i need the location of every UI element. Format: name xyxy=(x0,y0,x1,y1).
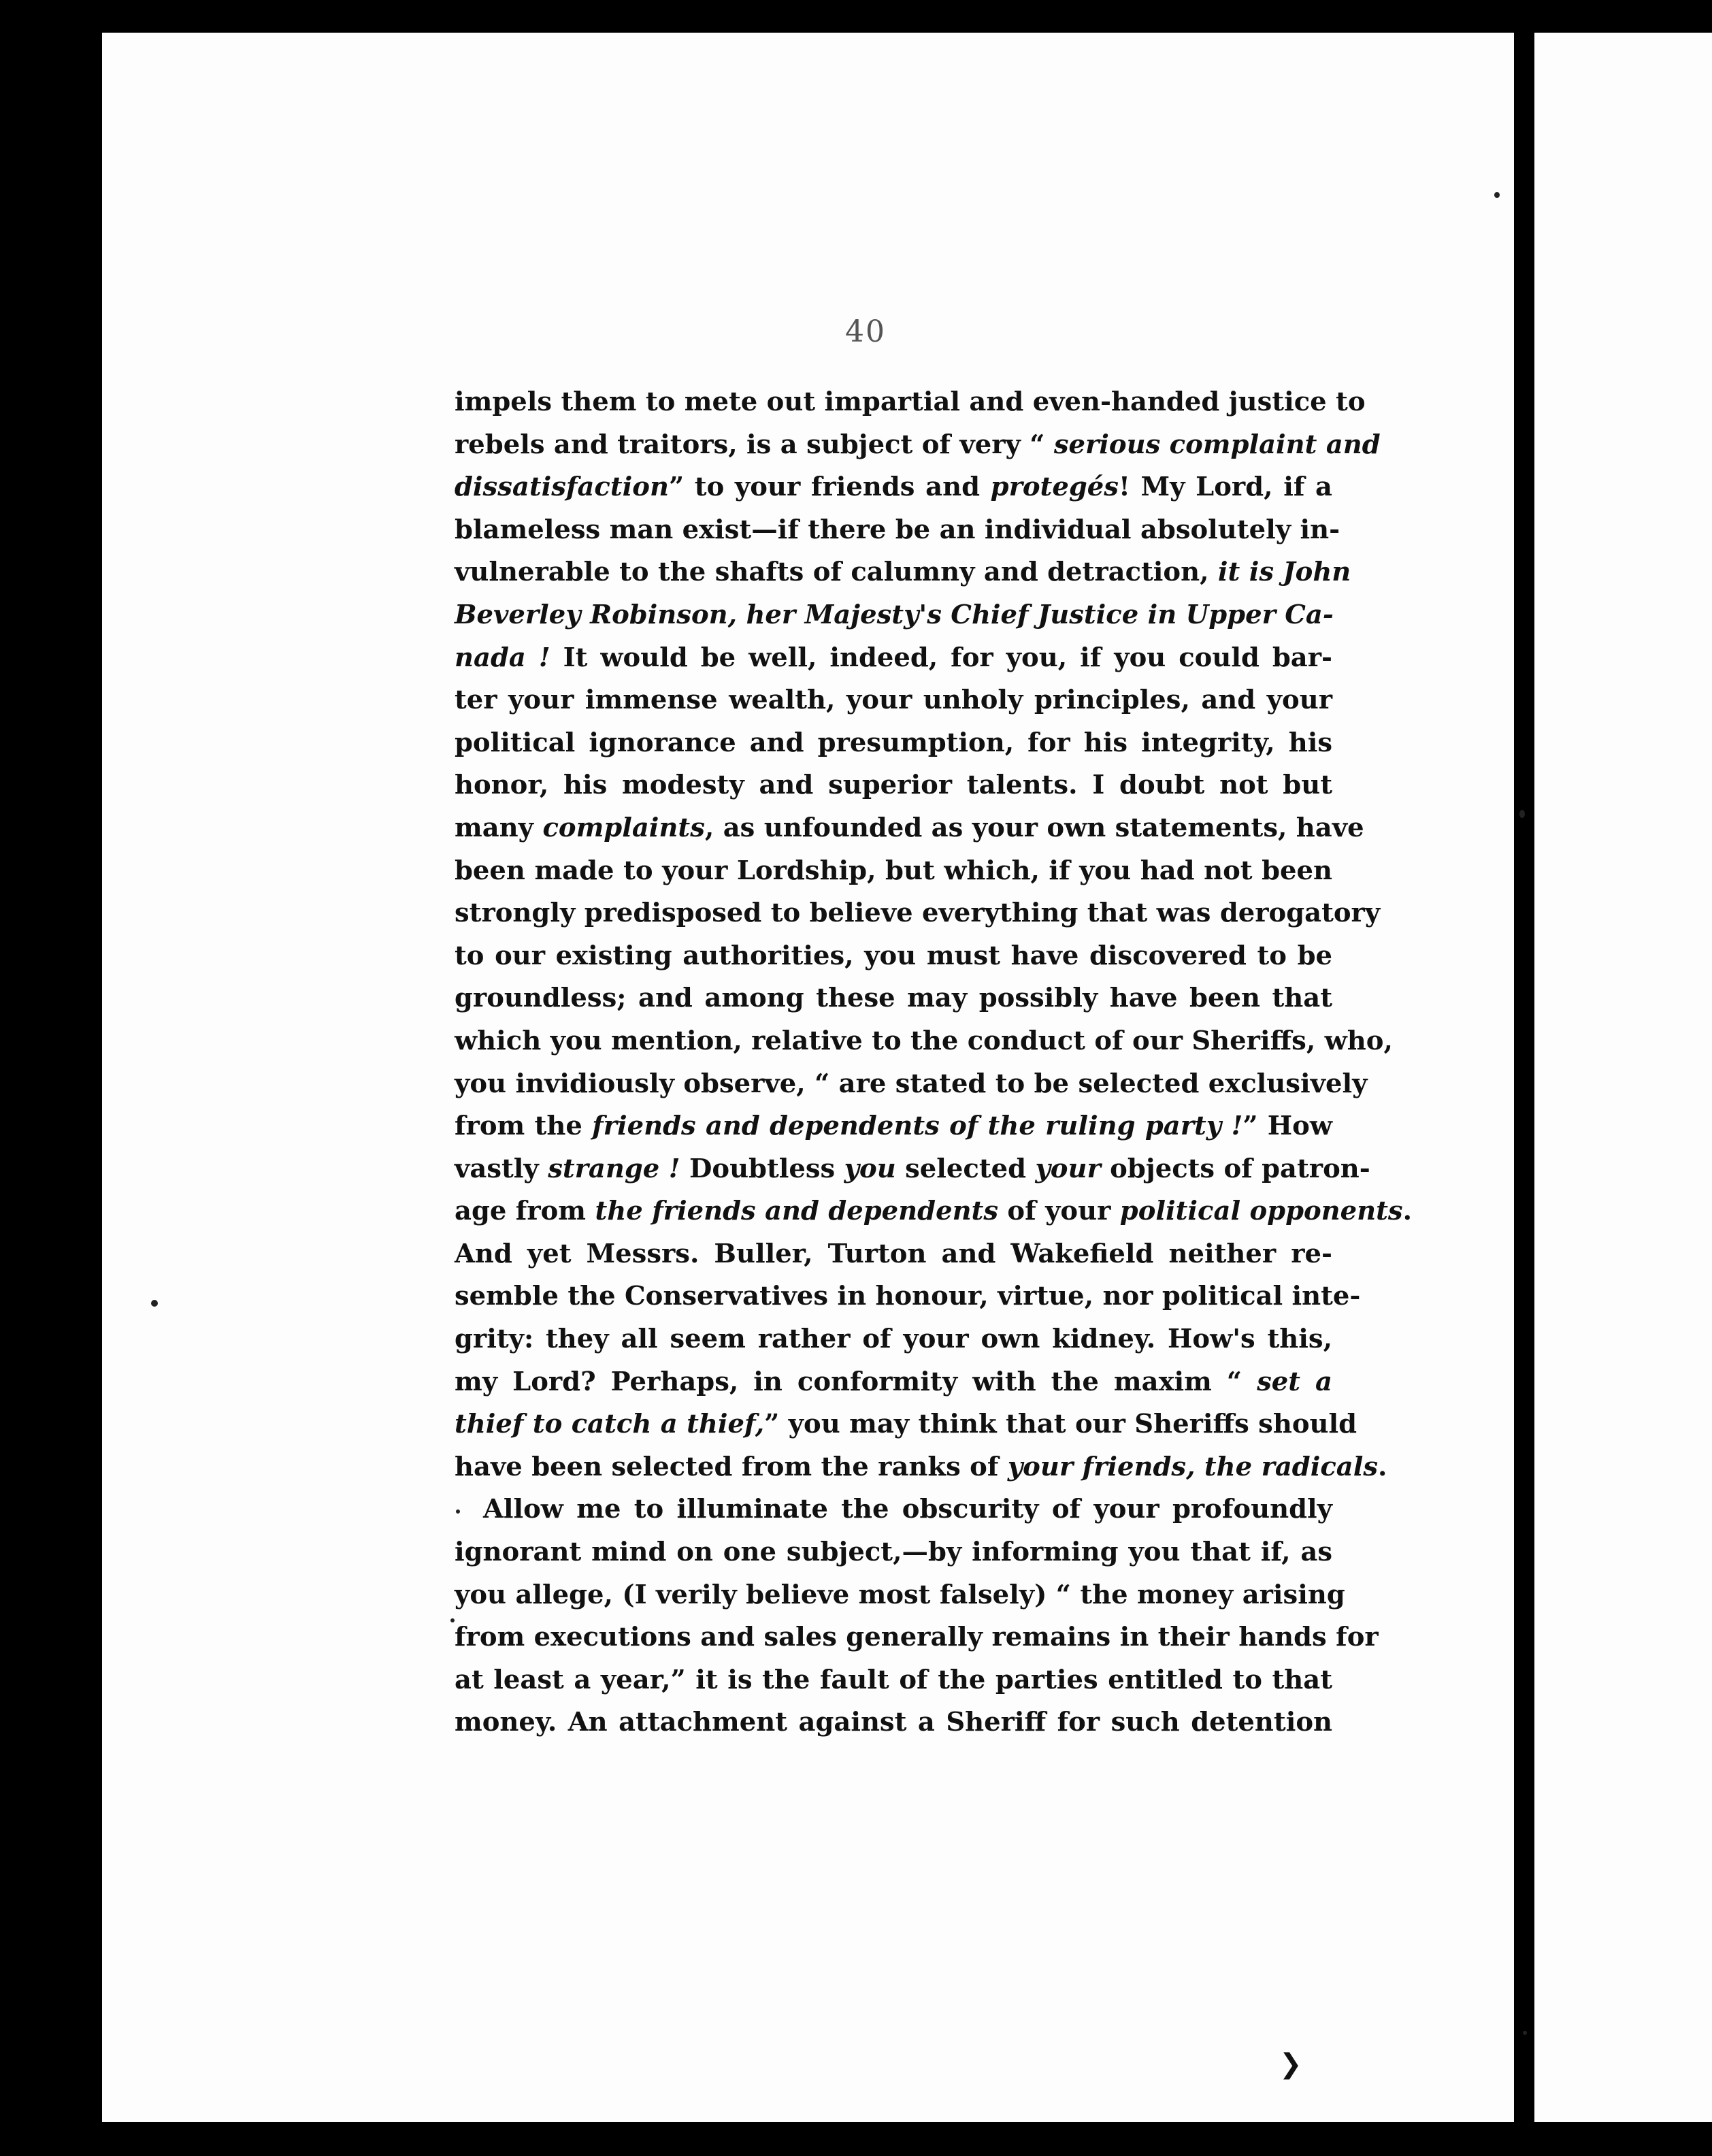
text-line xyxy=(455,722,1332,765)
text-line xyxy=(455,1318,1332,1361)
text-line xyxy=(455,1361,1332,1404)
text-segment: semble the Conservatives in honour, virtue, nor political inte- xyxy=(455,1281,1361,1312)
italic-text: it is John xyxy=(1217,557,1351,588)
text-segment: ter your immense wealth, your unholy principles, and your xyxy=(455,685,1332,716)
italic-text: your xyxy=(1035,1153,1101,1184)
italic-text: friends and dependents of the ruling party ! xyxy=(592,1111,1243,1142)
text-segment: ” you may think that our Sheriffs should xyxy=(764,1409,1357,1440)
ink-speck xyxy=(1519,810,1525,818)
text-line xyxy=(455,637,1332,680)
italic-text: complaints xyxy=(542,812,705,843)
italic-text: dissatisfaction xyxy=(455,472,669,503)
ink-speck xyxy=(456,1509,460,1514)
text-segment: groundless; and among these may possibly have been that xyxy=(455,983,1332,1014)
italic-text: serious complaint and xyxy=(1053,429,1381,460)
italic-text: your friends, the radicals xyxy=(1007,1451,1379,1482)
text-line xyxy=(455,1701,1332,1744)
book-gutter xyxy=(1514,0,1534,2156)
text-segment: to our existing authorities, you must have discovered to be xyxy=(455,940,1332,971)
text-segment: impels them to mete out impartial and even-handed justice to xyxy=(455,387,1366,417)
text-line xyxy=(455,1275,1361,1318)
page-body-text xyxy=(455,381,1413,1744)
text-segment: many xyxy=(455,812,543,843)
text-segment: rebels and traitors, is a subject of very “ xyxy=(455,429,1054,460)
text-segment: age from xyxy=(455,1196,595,1227)
text-segment: vulnerable to the shafts of calumny and detraction, xyxy=(455,557,1218,588)
scan-mark: ❯ xyxy=(1279,2048,1302,2080)
text-segment: political ignorance and presumption, for his integrity, his xyxy=(455,727,1332,758)
text-segment: Doubtless xyxy=(680,1153,844,1184)
text-segment: , as unfounded as your own statements, have xyxy=(704,812,1364,843)
italic-text: strange ! xyxy=(548,1153,680,1184)
text-line xyxy=(455,1105,1332,1148)
text-segment: honor, his modesty and superior talents. I doubt not but xyxy=(455,770,1332,801)
text-segment: ” How xyxy=(1242,1111,1333,1142)
text-segment: money. An attachment against a Sheriff for such detention xyxy=(455,1707,1332,1738)
text-segment: . xyxy=(1402,1196,1413,1227)
text-segment: Allow me to illuminate the obscurity of your profoundly xyxy=(483,1494,1332,1525)
text-segment: strongly predisposed to believe everything that was derogatory xyxy=(455,898,1381,929)
text-line xyxy=(455,1020,1393,1063)
italic-text: political opponents xyxy=(1119,1196,1403,1227)
text-line xyxy=(455,424,1381,467)
text-segment: my Lord? Perhaps, in conformity with the maxim “ xyxy=(455,1366,1257,1397)
text-segment: It would be well, indeed, for you, if you could bar- xyxy=(550,642,1332,673)
text-line xyxy=(455,1063,1368,1106)
ink-speck xyxy=(1523,2031,1527,2035)
italic-text: set a xyxy=(1257,1366,1332,1397)
text-line xyxy=(455,764,1332,807)
text-line xyxy=(455,381,1366,424)
text-segment: . xyxy=(1378,1451,1387,1482)
text-line xyxy=(455,594,1332,637)
page-number: 40 xyxy=(845,314,886,349)
text-line xyxy=(455,935,1332,978)
italic-text: nada ! xyxy=(455,642,550,673)
text-line xyxy=(455,1403,1357,1446)
italic-text: thief to catch a thief, xyxy=(455,1409,765,1440)
ink-speck xyxy=(1494,192,1500,198)
text-line xyxy=(455,1190,1413,1233)
text-line xyxy=(455,807,1364,850)
text-segment: at least a year,” it is the fault of the parties entitled to that xyxy=(455,1664,1332,1695)
text-segment: been made to your Lordship, but which, if you had not been xyxy=(455,855,1332,886)
italic-text: the friends and dependents xyxy=(595,1196,999,1227)
adjacent-page xyxy=(1534,33,1712,2122)
text-segment: you invidiously observe, “ are stated to be selected exclusively xyxy=(455,1068,1368,1099)
italic-text: you xyxy=(844,1153,896,1184)
text-line xyxy=(455,1446,1387,1489)
text-line xyxy=(455,1488,1332,1531)
text-segment: ” to your friends and xyxy=(668,472,991,503)
book-edge-left xyxy=(0,0,102,2156)
text-line xyxy=(455,1659,1332,1702)
text-line xyxy=(455,1148,1370,1191)
ink-speck xyxy=(450,1618,455,1622)
text-segment: you allege, (I verily believe most falsely) “ the money arising xyxy=(455,1579,1345,1610)
text-segment: blameless man exist—if there be an individual absolutely in- xyxy=(455,514,1340,545)
text-line xyxy=(455,1616,1379,1659)
text-segment: from the xyxy=(455,1111,593,1142)
ink-speck xyxy=(151,1300,158,1307)
text-line xyxy=(455,977,1332,1020)
text-line xyxy=(455,850,1332,893)
text-segment: ignorant mind on one subject,—by informing you that if, as xyxy=(455,1537,1332,1568)
text-line xyxy=(455,551,1351,594)
text-line xyxy=(455,466,1332,509)
text-segment: of your xyxy=(998,1196,1120,1227)
text-segment: ! My Lord, if a xyxy=(1118,472,1332,503)
text-segment: which you mention, relative to the conduct of our Sheriffs, who, xyxy=(455,1025,1393,1056)
text-line xyxy=(455,1531,1332,1574)
text-segment: selected xyxy=(895,1153,1036,1184)
text-line xyxy=(455,1574,1345,1617)
text-segment: have been selected from the ranks of xyxy=(455,1451,1008,1482)
text-line xyxy=(455,1233,1332,1276)
text-segment: vastly xyxy=(455,1153,548,1184)
text-segment: And yet Messrs. Buller, Turton and Wakefield neither re- xyxy=(455,1238,1332,1269)
text-segment: from executions and sales generally remains in their hands for xyxy=(455,1622,1379,1653)
text-line xyxy=(455,509,1340,552)
text-line xyxy=(455,892,1381,935)
italic-text: protegés xyxy=(990,472,1119,503)
italic-text: Beverley Robinson, her Majesty's Chief Justice in Upper Ca- xyxy=(455,599,1334,630)
text-segment: objects of patron- xyxy=(1100,1153,1370,1184)
text-line xyxy=(455,679,1332,722)
text-segment: grity: they all seem rather of your own kidney. How's this, xyxy=(455,1324,1332,1355)
